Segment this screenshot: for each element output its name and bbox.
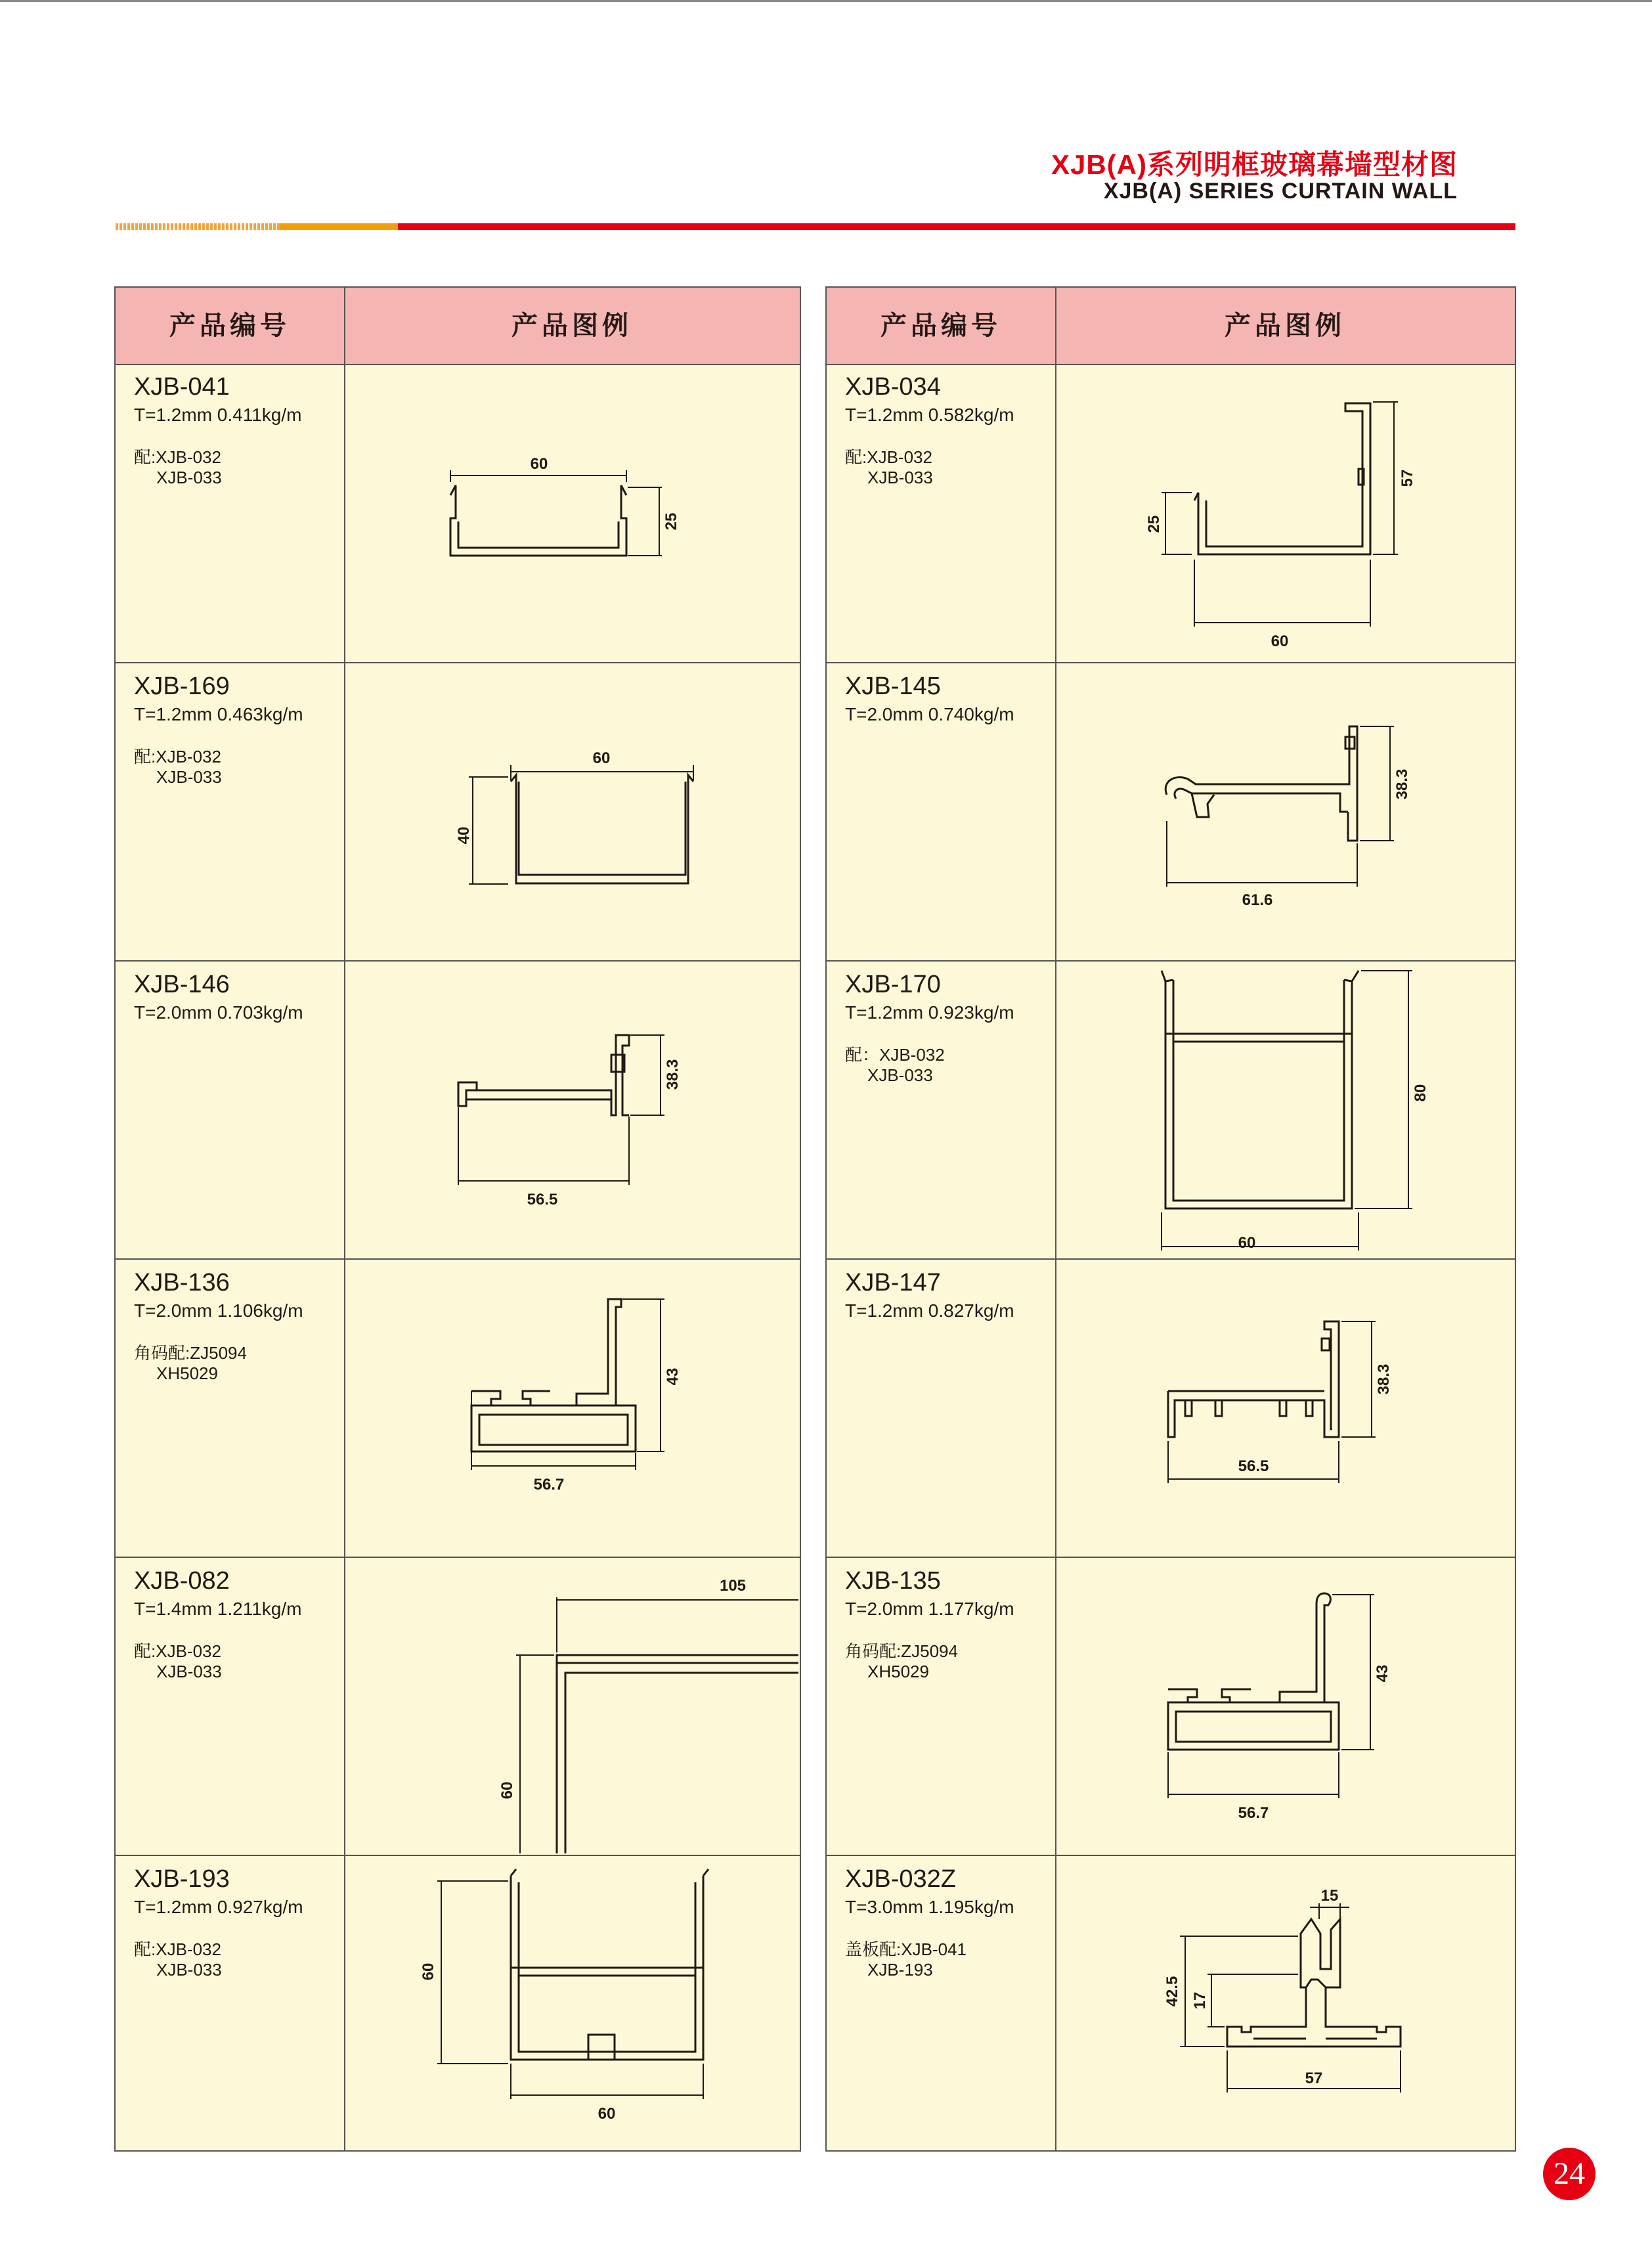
profile-table-left <box>114 286 801 2152</box>
header-product-figure: 产品图例 <box>511 311 632 340</box>
product-code: XJB-147 <box>845 1269 941 1296</box>
product-code: XJB-135 <box>845 1567 941 1595</box>
accessory-line: 配:XJB-032 <box>134 447 221 467</box>
accessory-line: 配：XJB-032 <box>845 1045 945 1065</box>
header-product-figure: 产品图例 <box>1225 311 1345 340</box>
profile-drawing <box>1056 1558 1510 1853</box>
table-row <box>827 1557 1515 1855</box>
profile-drawing <box>345 663 798 959</box>
dimension-label: 60 <box>1271 632 1289 650</box>
accessory-line: 配:XJB-032 <box>134 1939 221 1959</box>
product-spec: T=2.0mm 0.703kg/m <box>134 1002 303 1023</box>
accessory-line: XJB-033 <box>156 767 222 787</box>
accessory-line: 盖板配:XJB-041 <box>845 1939 967 1959</box>
profile-drawing <box>345 1558 798 1853</box>
product-spec: T=2.0mm 0.740kg/m <box>845 704 1014 724</box>
accessory-line: XJB-033 <box>156 1662 222 1681</box>
accessory-line: XH5029 <box>156 1363 218 1383</box>
table-row <box>116 960 800 1258</box>
product-code: XJB-169 <box>134 673 230 700</box>
product-code: XJB-041 <box>134 373 230 401</box>
dimension-label: 43 <box>664 1367 682 1386</box>
header-product-code: 产品编号 <box>169 311 290 340</box>
table-row <box>827 1258 1515 1557</box>
profile-drawing <box>345 1856 798 2152</box>
dimension-label: 61.6 <box>1242 891 1273 909</box>
accessory-line: XH5029 <box>867 1662 929 1681</box>
page-title-english: XJB(A) SERIES CURTAIN WALL <box>1103 179 1458 204</box>
dimension-label: 60 <box>420 1962 437 1981</box>
dimension-label: 42.5 <box>1163 1976 1181 2007</box>
product-code: XJB-034 <box>845 373 941 401</box>
product-spec: T=1.2mm 0.582kg/m <box>845 405 1014 425</box>
dimension-label: 40 <box>455 826 473 845</box>
dimension-label: 56.5 <box>527 1191 558 1208</box>
table-row <box>827 662 1515 960</box>
product-code: XJB-146 <box>134 971 230 998</box>
profile-drawing <box>1056 663 1510 959</box>
page-title-chinese: XJB(A)系列明框玻璃幕墙型材图 <box>1051 149 1458 180</box>
header-rule-red <box>398 223 1515 230</box>
accessory-line: XJB-193 <box>867 1960 933 1980</box>
profile-drawing <box>345 1260 798 1555</box>
dimension-label: 60 <box>592 749 611 767</box>
profile-drawing <box>1056 962 1510 1257</box>
profile-drawing <box>1056 364 1510 659</box>
accessory-line: XJB-033 <box>156 468 222 487</box>
product-spec: T=3.0mm 1.195kg/m <box>845 1897 1014 1917</box>
dimension-label: 25 <box>663 512 680 531</box>
header-rule <box>116 223 1515 230</box>
dimension-label: 25 <box>1145 515 1163 533</box>
profile-drawing <box>345 962 798 1257</box>
dimension-label: 60 <box>498 1781 516 1800</box>
dimension-label: 60 <box>598 2105 616 2123</box>
table-header <box>116 288 800 365</box>
dimension-label: 60 <box>530 455 548 473</box>
table-row <box>116 1855 800 2153</box>
table-header <box>827 288 1515 365</box>
accessory-line: 配:XJB-032 <box>845 447 932 467</box>
dimension-label: 38.3 <box>1393 768 1411 800</box>
table-row <box>116 1557 800 1855</box>
profile-drawing <box>1056 1260 1510 1555</box>
product-code: XJB-082 <box>134 1567 230 1595</box>
profile-table-right <box>825 286 1516 2152</box>
table-row <box>116 662 800 960</box>
dimension-label: 38.3 <box>1375 1363 1393 1395</box>
dimension-label: 56.7 <box>533 1476 565 1494</box>
product-spec: T=1.2mm 0.827kg/m <box>845 1300 1014 1321</box>
product-code: XJB-170 <box>845 971 941 998</box>
product-code: XJB-145 <box>845 673 941 700</box>
profile-drawing <box>1056 1856 1510 2152</box>
dimension-label: 57 <box>1305 2070 1323 2087</box>
profile-drawing <box>345 364 798 659</box>
dimension-label: 60 <box>1238 1234 1256 1252</box>
dimension-label: 57 <box>1399 469 1416 487</box>
product-code: XJB-032Z <box>845 1865 956 1893</box>
table-row <box>827 1855 1515 2153</box>
accessory-line: 角码配:ZJ5094 <box>134 1343 247 1363</box>
product-code: XJB-193 <box>134 1865 230 1893</box>
page-number-badge: 24 <box>1543 2148 1596 2200</box>
accessory-line: 角码配:ZJ5094 <box>845 1641 958 1661</box>
table-row <box>827 960 1515 1258</box>
table-row <box>827 364 1515 662</box>
dimension-label: 80 <box>1412 1084 1429 1102</box>
top-border-line <box>0 0 1652 2</box>
accessory-line: 配:XJB-032 <box>134 1641 221 1661</box>
accessory-line: XJB-033 <box>867 1065 933 1085</box>
product-spec: T=1.2mm 0.923kg/m <box>845 1002 1014 1023</box>
dimension-label: 43 <box>1374 1664 1391 1683</box>
product-spec: T=1.2mm 0.411kg/m <box>134 405 302 425</box>
dimension-label: 38.3 <box>664 1059 682 1090</box>
product-spec: T=1.2mm 0.927kg/m <box>134 1897 303 1917</box>
product-spec: T=1.4mm 1.211kg/m <box>134 1599 302 1619</box>
product-code: XJB-136 <box>134 1269 230 1296</box>
product-spec: T=1.2mm 0.463kg/m <box>134 704 303 724</box>
dimension-label: 56.5 <box>1238 1457 1269 1475</box>
table-row <box>116 364 800 662</box>
dimension-label: 15 <box>1320 1887 1339 1905</box>
header-rule-dotted <box>116 223 280 230</box>
dimension-label: 17 <box>1191 1991 1209 2010</box>
header-product-code: 产品编号 <box>880 311 1001 340</box>
accessory-line: 配:XJB-032 <box>134 747 221 766</box>
product-spec: T=2.0mm 1.177kg/m <box>845 1599 1014 1619</box>
accessory-line: XJB-033 <box>867 468 933 487</box>
product-spec: T=2.0mm 1.106kg/m <box>134 1300 303 1321</box>
dimension-label: 56.7 <box>1238 1804 1269 1822</box>
dimension-label: 105 <box>719 1577 747 1595</box>
accessory-line: XJB-033 <box>156 1960 222 1980</box>
table-row <box>116 1258 800 1557</box>
header-rule-orange <box>280 223 398 230</box>
